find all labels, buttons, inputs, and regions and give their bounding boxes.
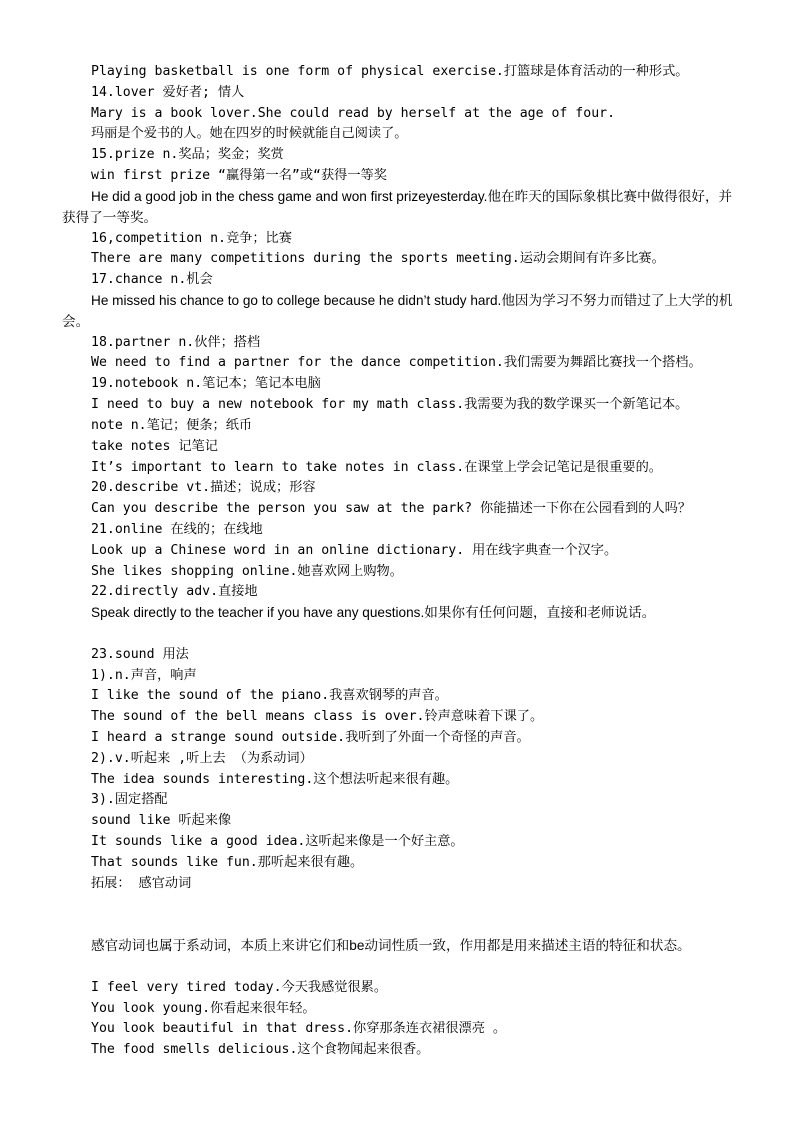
text-line: 玛丽是个爱书的人。她在四岁的时候就能自己阅读了。 (91, 126, 408, 141)
text-line: 2).v.听起来 ,听上去 （为系动词） (91, 751, 313, 766)
text-line: I heard a strange sound outside.我听到了外面一个奇怪的声音。 (91, 730, 530, 745)
text-line: The idea sounds interesting.这个想法听起来很有趣。 (91, 772, 459, 787)
text-line: 20.describe vt.描述；说成；形容 (91, 480, 316, 495)
text-line: The food smells delicious.这个食物闻起来很香。 (91, 1042, 430, 1057)
text-line: It sounds like a good idea.这听起来像是一个好主意。 (91, 834, 464, 849)
text-line: 15.prize n.奖品；奖金；奖赏 (91, 147, 284, 162)
text-line: Can you describe the person you saw at the park? 你能描述一下你在公园看到的人吗？ (91, 501, 692, 516)
text-line: 19.notebook n.笔记本；笔记本电脑 (91, 376, 321, 391)
text-line: I like the sound of the piano.我喜欢钢琴的声音。 (91, 688, 448, 703)
text-line: That sounds like fun.那听起来很有趣。 (91, 855, 364, 870)
text-line: Mary is a book lover.She could read by herself at the age of four. (91, 106, 616, 121)
text-line: 21.online 在线的；在线地 (91, 522, 263, 537)
text-line: There are many competitions during the sports meeting.运动会期间有许多比赛。 (91, 251, 665, 266)
text-line: We need to find a partner for the dance competition.我们需要为舞蹈比赛找一个搭档。 (91, 355, 702, 370)
text-line: 18.partner n.伙伴；搭档 (91, 335, 261, 350)
text-line: Playing basketball is one form of physical exercise.打篮球是体育活动的一种形式。 (91, 64, 689, 79)
text-paragraph: Speak directly to the teacher if you have any questions.如果你有任何问题，直接和老师说话。 (91, 605, 656, 620)
text-line: 23.sound 用法 (91, 647, 189, 662)
text-paragraph: He did a good job in the chess game and won first prizeyesterday.他在昨天的国际象棋比赛中做得很好，并获得了一等奖。 (62, 189, 733, 225)
text-line: 14.lover 爱好者; 情人 (91, 85, 245, 100)
text-line: 16,competition n.竞争；比赛 (91, 231, 292, 246)
text-line: note n.笔记；便条；纸币 (91, 418, 253, 433)
text-line: Look up a Chinese word in an online dictionary. 用在线字典查一个汉字。 (91, 543, 618, 558)
text-paragraph: 感官动词也属于系动词，本质上来讲它们和be动词性质一致，作用都是用来描述主语的特征和状态。 (91, 938, 691, 953)
text-line: She likes shopping online.她喜欢网上购物。 (91, 564, 403, 579)
text-line: It’s important to learn to take notes in class.在课堂上学会记笔记是很重要的。 (91, 460, 662, 475)
text-line: sound like 听起来像 (91, 813, 232, 828)
text-line: 22.directly adv.直接地 (91, 584, 258, 599)
text-line: 1).n.声音，响声 (91, 668, 197, 683)
text-line: I feel very tired today.今天我感觉很累。 (91, 980, 388, 995)
text-line: 拓展： 感官动词 (91, 876, 192, 891)
text-line: take notes 记笔记 (91, 439, 218, 454)
text-line: The sound of the bell means class is over.铃声意味着下课了。 (91, 709, 544, 724)
text-line: You look beautiful in that dress.你穿那条连衣裙很漂亮 。 (91, 1021, 507, 1036)
text-line: I need to buy a new notebook for my math class.我需要为我的数学课买一个新笔记本。 (91, 397, 689, 412)
text-line: 17.chance n.机会 (91, 272, 213, 287)
text-line: You look young.你看起来很年轻。 (91, 1001, 316, 1016)
text-paragraph: He missed his chance to go to college because he didn’t study hard.他因为学习不努力而错过了上大学的机会。 (62, 293, 733, 329)
text-line: 3).固定搭配 (91, 792, 168, 807)
text-line: win first prize “赢得第一名”或“获得一等奖 (91, 168, 387, 183)
